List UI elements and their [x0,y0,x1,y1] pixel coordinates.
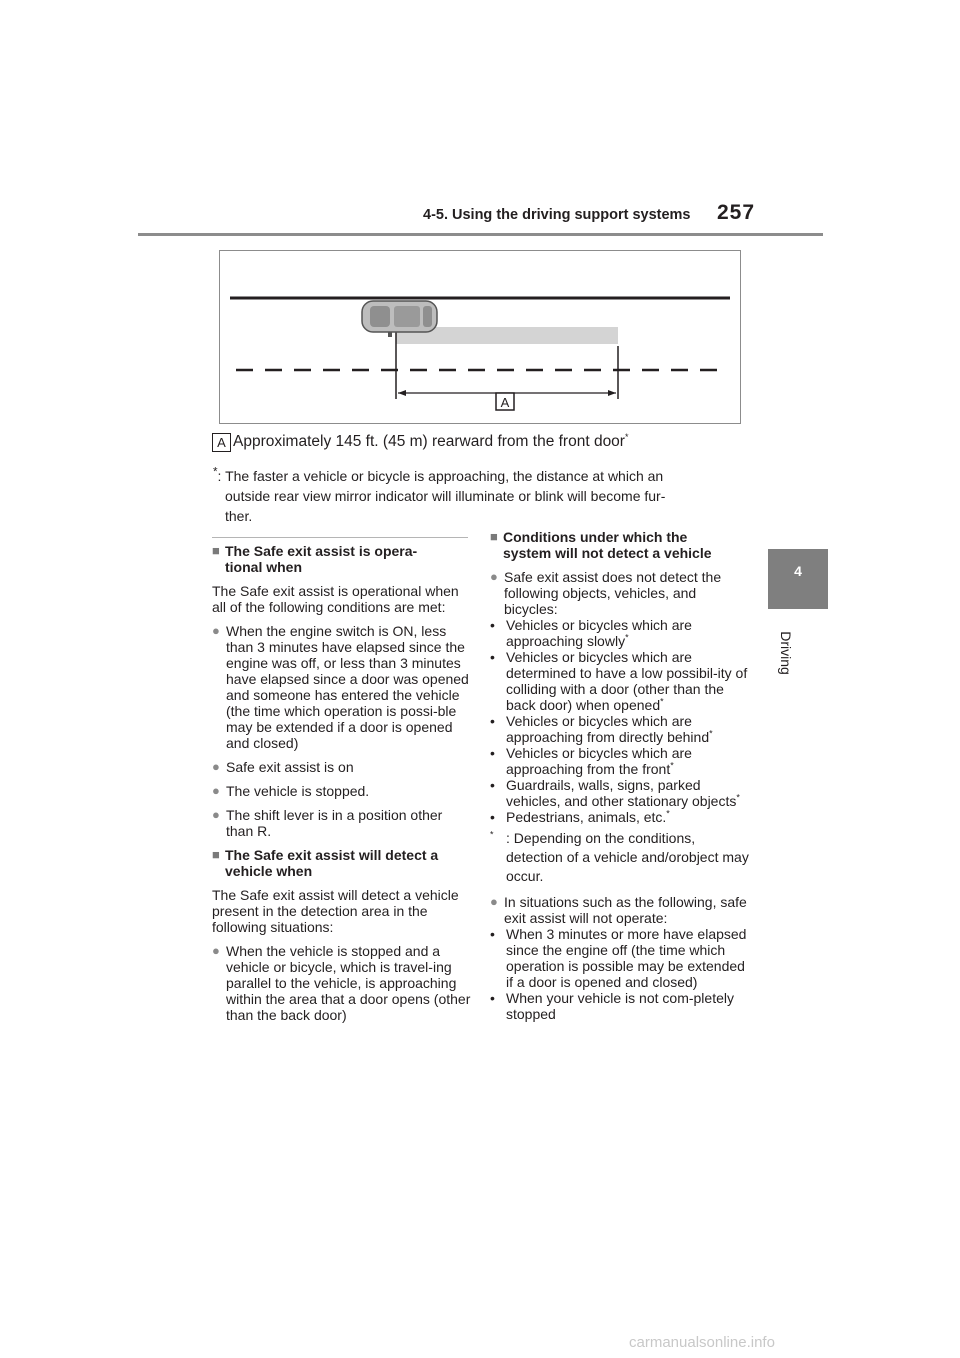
detection-area-diagram [219,250,741,424]
square-bullet-icon: ■ [212,847,220,862]
sub-item: • Vehicles or bicycles which are approaching slowly* [490,617,692,649]
sub-item: • Guardrails, walls, signs, parked vehicles, and other stationary objects* [490,777,740,809]
footnote-marker: * [213,465,218,478]
circle-bullet-icon: ● [212,759,220,774]
circle-bullet-icon: ● [212,943,220,958]
diagram-svg [220,251,740,423]
page-number: 257 [717,201,756,224]
list-item: ● Safe exit assist does not detect the following objects, vehicles, and bicycles: [490,569,722,617]
square-bullet-icon: ■ [212,543,220,558]
sub-item: • Vehicles or bicycles which are approaching from directly behind* [490,713,713,745]
footnote-line-2: outside rear view mirror indicator will illuminate or blink will become fur- [225,487,666,504]
chapter-label: Driving [778,631,794,675]
footnote-line-1: : The faster a vehicle or bicycle is approaching, the distance at which an [217,467,664,484]
heading-will-not-detect: ■ Conditions under which the system will not detect a vehicle [490,529,712,561]
sub-item: • Vehicles or bicycles which are determined to have a low possibil-ity of colliding with a door (other than the back door) when opened* [490,649,748,713]
circle-bullet-icon: ● [490,569,498,584]
caption-asterisk: * [624,431,629,442]
header-rule [138,233,823,236]
sub-item: • Pedestrians, animals, etc.* [490,808,670,825]
diagram-label-a: A [500,395,510,410]
square-bullet-icon: ■ [490,529,498,544]
right-column [490,529,752,1022]
sub-item: • Vehicles or bicycles which are approaching from the front* [490,745,692,777]
car-icon [362,301,437,337]
list-item: ● When the vehicle is stopped and a vehicle or bicycle, which is travel-ing parallel to the vehicle, is approaching within the area that a door opens (other than the back door) [212,943,471,1023]
paragraph: The Safe exit assist will detect a vehicle present in the detection area in the following situations: [212,887,459,935]
circle-bullet-icon: ● [212,783,220,798]
sub-item: • When 3 minutes or more have elapsed since the engine off (the time which operation is possible may be extended if a door is opened and closed) [490,926,747,990]
section-title: 4-5. Using the driving support systems [423,207,691,223]
circle-bullet-icon: ● [490,894,498,909]
caption-label-a: A [212,433,231,452]
circle-bullet-icon: ● [212,807,220,822]
heading-operational: ■ The Safe exit assist is opera- tional when [212,543,418,575]
list-item: ● When the engine switch is ON, less than 3 minutes have elapsed since the engine was off, or less than 3 minutes have elapsed since a door was opened and someone has entered the vehicle (the time which operation is possi-ble may be extended if a door is opened and closed) [212,623,469,751]
heading-will-detect: ■ The Safe exit assist will detect a vehicle when [212,847,439,879]
paragraph: The Safe exit assist is operational when all of the following conditions are met: [212,583,459,615]
circle-bullet-icon: ● [212,623,220,638]
list-item: ● The vehicle is stopped. [212,783,370,799]
sub-footnote: * : Depending on the conditions, detection of a vehicle and/orobject may occur. [490,829,749,884]
list-item: ● In situations such as the following, safe exit assist will not operate: [490,894,747,926]
chapter-number: 4 [794,563,802,579]
list-item: ● The shift lever is in a position other than R. [212,807,443,839]
caption [233,433,628,451]
sub-item: • When your vehicle is not com-pletely stopped [490,990,734,1022]
caption-text: Approximately 145 ft. (45 m) rearward from the front door [233,433,625,450]
footnote-line-3: ther. [225,507,253,524]
arrow-head-left [398,390,406,396]
chapter-label-box [772,615,800,695]
arrow-head-right [608,390,616,396]
list-item: ● Safe exit assist is on [212,759,354,775]
chapter-tab [768,549,828,609]
column-divider [212,537,468,538]
footnote [213,462,753,526]
watermark: carmanualsonline.info [629,1334,775,1351]
left-column [212,543,472,1031]
